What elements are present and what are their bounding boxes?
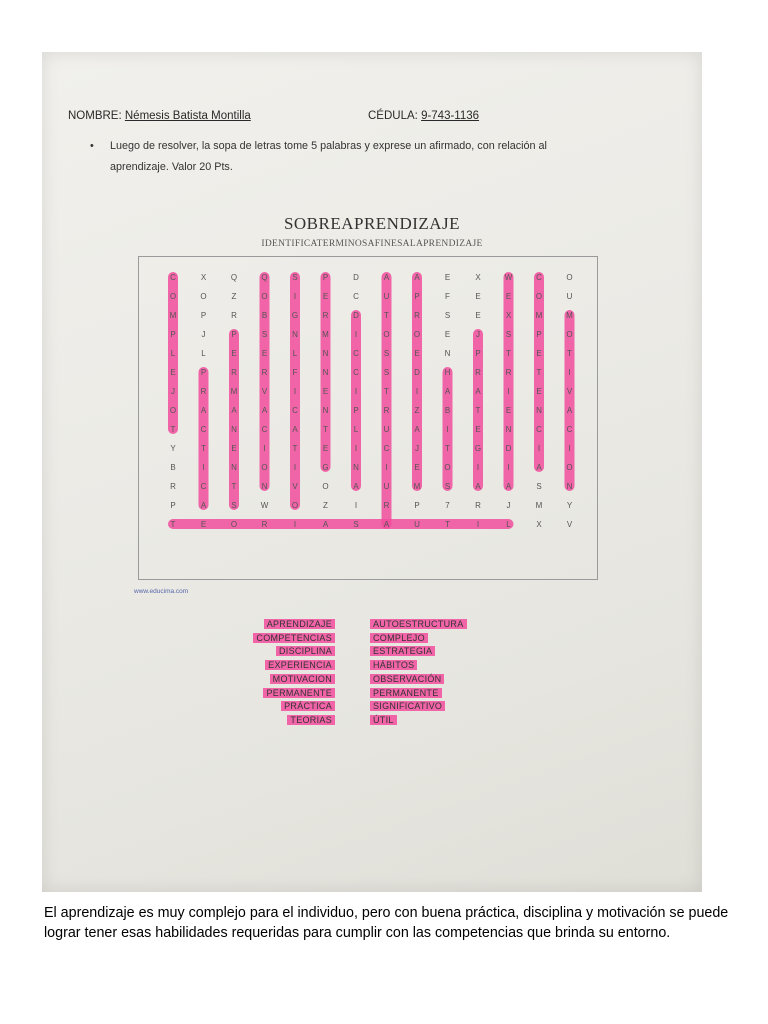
word-list-right-word-highlight: AUTOESTRUCTURA bbox=[370, 619, 467, 629]
grid-letter: J bbox=[415, 444, 419, 453]
word-list-left-word-highlight: TEORIAS bbox=[287, 715, 335, 725]
grid-letter: R bbox=[231, 368, 237, 377]
grid-letter: L bbox=[353, 425, 359, 434]
grid-letter: T bbox=[536, 368, 542, 377]
grid-letter: E bbox=[322, 292, 329, 301]
grid-letter: C bbox=[292, 406, 298, 415]
grid-letter: M bbox=[413, 482, 421, 491]
grid-letter: G bbox=[322, 463, 329, 472]
grid-letter: S bbox=[444, 482, 451, 491]
grid-letter: Y bbox=[566, 501, 573, 510]
grid-letter: E bbox=[505, 406, 512, 415]
grid-letter: M bbox=[322, 330, 329, 339]
grid-letter: E bbox=[414, 463, 420, 472]
word-list-right-word-highlight: OBSERVACIÓN bbox=[370, 674, 444, 684]
grid-letter: N bbox=[444, 349, 451, 358]
grid-letter: E bbox=[170, 368, 176, 377]
grid-letter: G bbox=[474, 444, 482, 453]
word-list-left bbox=[232, 618, 335, 728]
grid-letter: O bbox=[322, 482, 329, 491]
grid-letter: T bbox=[567, 349, 572, 358]
grid-letter: I bbox=[354, 501, 358, 510]
word-list-right-word-highlight: HÁBITOS bbox=[370, 660, 417, 670]
grid-letter: I bbox=[507, 463, 510, 472]
grid-letter: M bbox=[230, 387, 238, 396]
grid-letter: A bbox=[414, 425, 420, 434]
grid-letter: A bbox=[200, 501, 207, 510]
grid-letter: R bbox=[261, 520, 268, 529]
grid-letter: O bbox=[261, 292, 268, 301]
grid-letter: R bbox=[231, 311, 237, 320]
word-list-left-word-highlight: PERMANENTE bbox=[263, 688, 335, 698]
grid-letter: Z bbox=[323, 501, 328, 510]
grid-letter: M bbox=[535, 311, 543, 320]
grid-letter: Z bbox=[231, 292, 237, 301]
grid-letter: F bbox=[292, 368, 298, 377]
grid-letter: T bbox=[506, 349, 511, 358]
grid-letter: S bbox=[536, 482, 542, 491]
grid-letter: E bbox=[414, 349, 420, 358]
grid-letter: N bbox=[322, 349, 329, 358]
grid-letter: A bbox=[322, 520, 329, 529]
grid-letter: T bbox=[201, 444, 206, 453]
bullet-icon: • bbox=[90, 140, 94, 152]
grid-letter: V bbox=[292, 482, 298, 491]
grid-letter: C bbox=[170, 273, 176, 282]
grid-letter: S bbox=[231, 501, 237, 510]
grid-letter: C bbox=[566, 425, 573, 434]
grid-letter: I bbox=[354, 444, 358, 453]
grid-letter: I bbox=[354, 330, 358, 339]
id-value: 9-743-1136 bbox=[421, 110, 480, 122]
grid-letter: O bbox=[566, 463, 573, 472]
grid-letter: A bbox=[536, 463, 542, 472]
grid-letter: P bbox=[200, 368, 207, 377]
grid-letter: A bbox=[444, 387, 451, 396]
grid-letter: R bbox=[414, 311, 420, 320]
grid-letter: V bbox=[261, 387, 268, 396]
grid-letter: U bbox=[383, 425, 390, 434]
grid-letter: E bbox=[231, 444, 237, 453]
word-list-left-word-highlight: APRENDIZAJE bbox=[264, 619, 335, 629]
grid-letter: I bbox=[507, 387, 510, 396]
grid-letter: O bbox=[169, 406, 177, 415]
word-list-right-word bbox=[370, 687, 500, 701]
grid-letter: B bbox=[444, 406, 451, 415]
grid-letter: I bbox=[415, 387, 419, 396]
grid-letter: S bbox=[383, 349, 390, 358]
puzzle-subtitle: IDENTIFICATERMINOSAFINESALAPRENDIZAJE bbox=[261, 239, 483, 249]
grid-letter: U bbox=[566, 292, 573, 301]
grid-letter: E bbox=[444, 273, 451, 282]
grid-letter: M bbox=[566, 311, 573, 320]
grid-letter: T bbox=[170, 520, 176, 529]
grid-letter: G bbox=[291, 311, 299, 320]
grid-letter: N bbox=[566, 482, 573, 491]
grid-letter: R bbox=[475, 368, 481, 377]
word-list-right-word bbox=[370, 700, 500, 714]
grid-letter: N bbox=[322, 368, 329, 377]
grid-letter: E bbox=[322, 444, 329, 453]
grid-letter: B bbox=[261, 311, 268, 320]
grid-letter: O bbox=[413, 330, 421, 339]
word-list-right-word-highlight: ÚTIL bbox=[370, 715, 397, 725]
word-list-left-word bbox=[232, 618, 335, 632]
word-list-left-word-highlight: PRÁCTICA bbox=[281, 701, 335, 711]
word-list-right bbox=[370, 618, 500, 728]
grid-letter: A bbox=[566, 406, 573, 415]
id-label: CÉDULA: bbox=[368, 110, 418, 122]
grid-letter: F bbox=[445, 292, 450, 301]
grid-letter: O bbox=[261, 463, 268, 472]
grid-letter: C bbox=[200, 482, 207, 491]
grid-letter: J bbox=[171, 387, 175, 396]
grid-letter: T bbox=[384, 387, 389, 396]
grid-letter: P bbox=[231, 330, 237, 339]
word-list-left-word bbox=[232, 700, 335, 714]
grid-letter: C bbox=[261, 425, 268, 434]
word-list-left-word bbox=[232, 714, 335, 728]
grid-letter: X bbox=[505, 311, 512, 320]
grid-letter: C bbox=[353, 368, 359, 377]
word-list-right-word-highlight: PERMANENTE bbox=[370, 688, 442, 698]
grid-letter: I bbox=[476, 463, 480, 472]
grid-letter: P bbox=[414, 501, 420, 510]
grid-letter: C bbox=[536, 425, 542, 434]
grid-letter: M bbox=[535, 501, 543, 510]
grid-letter: J bbox=[201, 330, 206, 339]
grid-letter: S bbox=[292, 273, 298, 282]
word-list-right-word-highlight: COMPLEJO bbox=[370, 633, 428, 643]
grid-letter: R bbox=[170, 482, 176, 491]
grid-letter: E bbox=[444, 330, 451, 339]
grid-letter: C bbox=[353, 292, 359, 301]
grid-letter: N bbox=[292, 330, 298, 339]
grid-letter: A bbox=[505, 482, 512, 491]
answer-paragraph: El aprendizaje es muy complejo para el individuo, pero con buena práctica, disciplina y motivación se puede lograr tener esas habilidades requeridas para cumplir con las competencias que brinda su entorno. bbox=[44, 905, 729, 941]
grid-letter: O bbox=[444, 463, 451, 472]
word-list-left-word bbox=[232, 645, 335, 659]
grid-letter: P bbox=[200, 311, 207, 320]
grid-letter: Z bbox=[414, 406, 420, 415]
grid-letter: R bbox=[475, 501, 481, 510]
word-list-left-word-highlight: EXPERIENCIA bbox=[265, 660, 335, 670]
grid-letter: S bbox=[505, 330, 512, 339]
grid-letter: O bbox=[169, 292, 177, 301]
grid-letter: D bbox=[414, 368, 420, 377]
name-value: Némesis Batista Montilla bbox=[124, 110, 251, 122]
grid-letter: O bbox=[230, 520, 238, 529]
grid-letter: O bbox=[200, 292, 207, 301]
id-field bbox=[368, 110, 479, 122]
grid-letter: L bbox=[506, 520, 511, 529]
grid-letter: T bbox=[323, 425, 328, 434]
grid-letter: E bbox=[231, 349, 237, 358]
instruction-line-1: Luego de resolver, la sopa de letras tome 5 palabras y exprese un afirmado, con relación al bbox=[110, 140, 547, 152]
grid-letter: I bbox=[202, 463, 205, 472]
grid-letter: N bbox=[231, 425, 237, 434]
grid-letter: I bbox=[537, 444, 541, 453]
word-list-left-word-highlight: DISCIPLINA bbox=[276, 646, 335, 656]
grid-letter: N bbox=[322, 406, 329, 415]
word-list-right-word bbox=[370, 714, 500, 728]
grid-letter: N bbox=[536, 406, 542, 415]
grid-letter: A bbox=[353, 482, 359, 491]
word-list-right-word bbox=[370, 645, 500, 659]
grid-letter: A bbox=[383, 520, 390, 529]
grid-letter: U bbox=[414, 520, 420, 529]
grid-letter: I bbox=[293, 387, 297, 396]
grid-letter: P bbox=[170, 330, 176, 339]
word-list-right-word bbox=[370, 618, 500, 632]
grid-letter: C bbox=[536, 273, 542, 282]
grid-letter: N bbox=[505, 425, 512, 434]
grid-letter: X bbox=[475, 273, 481, 282]
word-list-left-word bbox=[232, 659, 335, 673]
grid-letter: P bbox=[475, 349, 481, 358]
grid-letter: E bbox=[536, 349, 542, 358]
grid-letter: I bbox=[293, 520, 297, 529]
grid-letter: T bbox=[292, 444, 298, 453]
grid-letter: R bbox=[383, 501, 390, 510]
grid-letter: S bbox=[261, 330, 268, 339]
grid-letter: C bbox=[353, 349, 359, 358]
grid-letter: O bbox=[383, 330, 390, 339]
grid-letter: S bbox=[383, 368, 390, 377]
grid-letter: S bbox=[353, 520, 359, 529]
grid-letter: W bbox=[260, 501, 269, 510]
grid-letter: V bbox=[566, 387, 573, 396]
grid-letter: I bbox=[354, 387, 358, 396]
grid-letter: A bbox=[475, 482, 481, 491]
grid-letter: E bbox=[505, 292, 512, 301]
grid-letter: U bbox=[383, 482, 390, 491]
grid-letter: O bbox=[566, 330, 573, 339]
grid-letter: O bbox=[566, 273, 573, 282]
grid-letter: P bbox=[170, 501, 176, 510]
word-search-grid bbox=[138, 256, 598, 580]
name-label: NOMBRE: bbox=[68, 110, 122, 122]
grid-letter: A bbox=[261, 406, 268, 415]
word-list-right-word bbox=[370, 673, 500, 687]
grid-letter: J bbox=[476, 330, 480, 339]
grid-letter: C bbox=[383, 444, 390, 453]
grid-letter: E bbox=[200, 520, 207, 529]
grid-letter: I bbox=[568, 444, 571, 453]
grid-letter: C bbox=[200, 425, 207, 434]
source-url: www.educima.com bbox=[134, 588, 189, 595]
word-list-left-word bbox=[232, 632, 335, 646]
grid-letter: E bbox=[536, 387, 542, 396]
grid-letter: W bbox=[504, 273, 513, 282]
grid-letter: Q bbox=[230, 273, 238, 282]
grid-letter: L bbox=[292, 349, 298, 358]
grid-letter: E bbox=[475, 292, 481, 301]
word-list-left-word bbox=[232, 687, 335, 701]
grid-letter: D bbox=[353, 311, 359, 320]
grid-letter: I bbox=[293, 292, 297, 301]
grid-letter: D bbox=[353, 273, 359, 282]
grid-letter: E bbox=[322, 387, 329, 396]
grid-letter: I bbox=[446, 425, 449, 434]
grid-letter: A bbox=[383, 273, 390, 282]
grid-letter: R bbox=[383, 406, 390, 415]
grid-letter: Y bbox=[170, 444, 176, 453]
grid-letter: E bbox=[475, 311, 481, 320]
grid-letter: R bbox=[322, 311, 329, 320]
grid-letter: S bbox=[444, 311, 451, 320]
grid-letter: P bbox=[414, 292, 420, 301]
grid-letter: P bbox=[353, 406, 359, 415]
grid-letter: 7 bbox=[445, 501, 450, 510]
grid-letter: E bbox=[475, 425, 481, 434]
name-field bbox=[68, 110, 251, 122]
grid-letter: I bbox=[476, 520, 480, 529]
grid-letter: T bbox=[475, 406, 481, 415]
grid-letter: R bbox=[261, 368, 268, 377]
word-list-right-word bbox=[370, 659, 500, 673]
grid-letter: Q bbox=[261, 273, 268, 282]
word-search-svg bbox=[139, 257, 597, 579]
grid-letter: I bbox=[385, 463, 388, 472]
grid-letter: T bbox=[384, 311, 389, 320]
grid-letter: N bbox=[261, 482, 268, 491]
grid-letter: P bbox=[536, 330, 542, 339]
worksheet-photo bbox=[42, 52, 702, 892]
grid-letter: A bbox=[414, 273, 420, 282]
grid-letter: E bbox=[261, 349, 268, 358]
grid-letter: L bbox=[170, 349, 176, 358]
grid-letter: T bbox=[445, 520, 450, 529]
grid-letter: X bbox=[536, 520, 542, 529]
word-list-right-word bbox=[370, 632, 500, 646]
word-list-right-word-highlight: ESTRATEGIA bbox=[370, 646, 435, 656]
grid-letter: M bbox=[169, 311, 177, 320]
grid-letter: V bbox=[566, 520, 573, 529]
grid-letter: N bbox=[353, 463, 359, 472]
grid-letter: P bbox=[322, 273, 329, 282]
grid-letter: I bbox=[293, 463, 297, 472]
grid-letter: R bbox=[505, 368, 512, 377]
grid-letter: I bbox=[263, 444, 266, 453]
grid-letter: A bbox=[231, 406, 237, 415]
grid-letter: R bbox=[200, 387, 207, 396]
grid-letter: L bbox=[201, 349, 206, 358]
grid-letter: A bbox=[475, 387, 481, 396]
word-list-right-word-highlight: SIGNIFICATIVO bbox=[370, 701, 445, 711]
grid-letter: T bbox=[170, 425, 176, 434]
word-list-left-word bbox=[232, 673, 335, 687]
grid-letter: O bbox=[291, 501, 299, 510]
grid-letter: H bbox=[444, 368, 451, 377]
grid-letter: N bbox=[231, 463, 237, 472]
grid-letter: T bbox=[445, 444, 450, 453]
grid-letter: D bbox=[505, 444, 512, 453]
word-list-left-word-highlight: MOTIVACION bbox=[270, 674, 335, 684]
grid-letter: X bbox=[200, 273, 207, 282]
grid-letter: B bbox=[170, 463, 176, 472]
grid-letter: U bbox=[383, 292, 390, 301]
grid-letter: A bbox=[292, 425, 298, 434]
grid-letter: O bbox=[535, 292, 543, 301]
word-list-left-word-highlight: COMPETENCIAS bbox=[253, 633, 335, 643]
grid-letter: T bbox=[231, 482, 237, 491]
grid-letter: I bbox=[568, 368, 571, 377]
instruction-line-2: aprendizaje. Valor 20 Pts. bbox=[110, 161, 233, 173]
grid-letter: J bbox=[506, 501, 511, 510]
grid-letter: A bbox=[200, 406, 207, 415]
puzzle-title: SOBREAPRENDIZAJE bbox=[283, 214, 461, 233]
